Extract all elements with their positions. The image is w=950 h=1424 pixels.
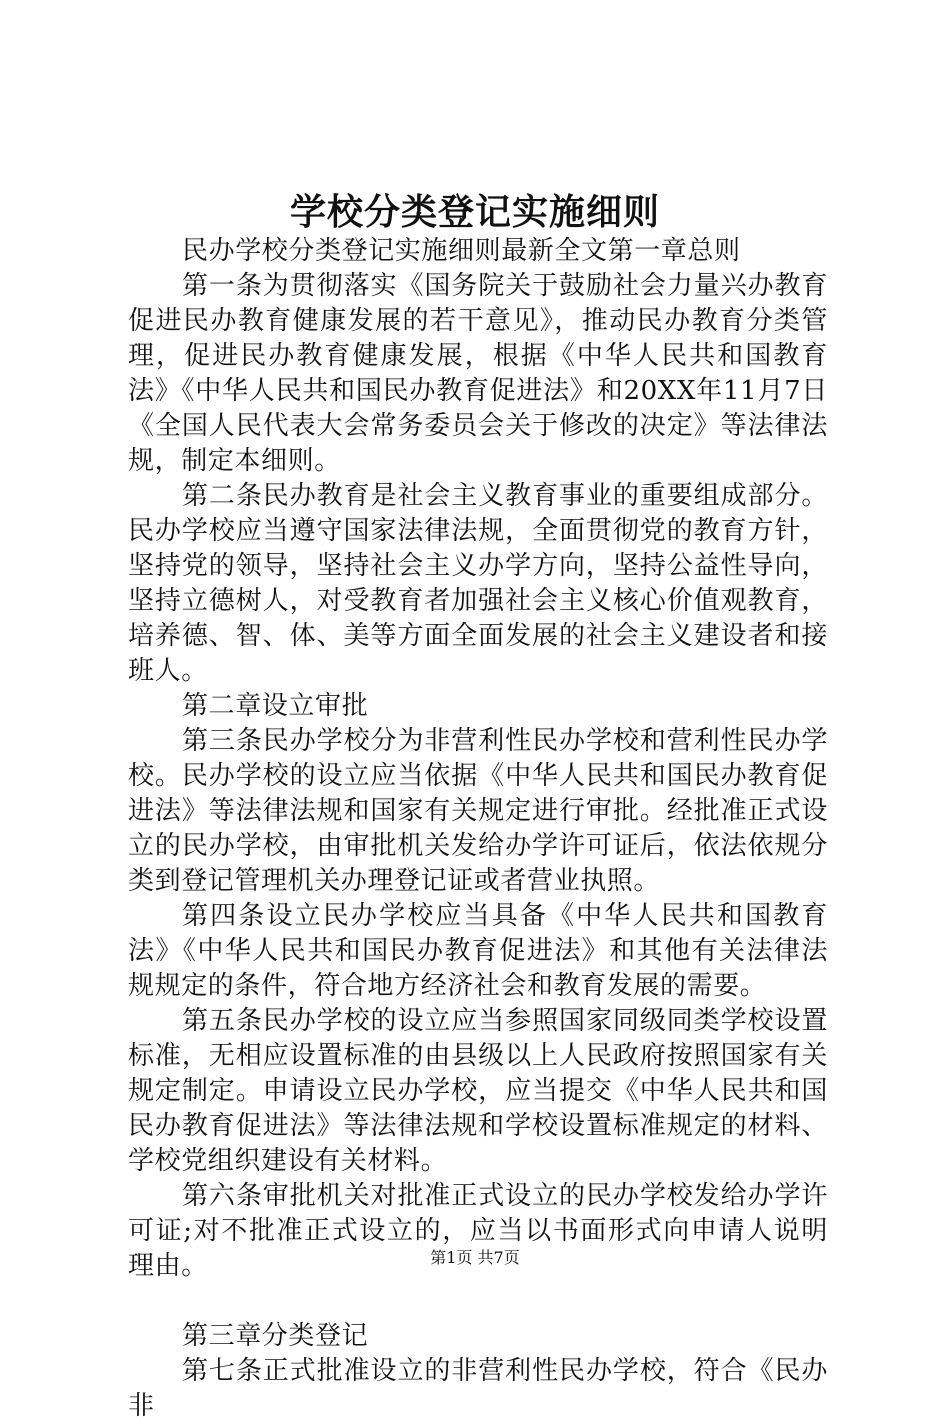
paragraph-chapter-1-heading: 民办学校分类登记实施细则最新全文第一章总则 xyxy=(182,236,741,266)
paragraph-article-3: 第三条民办学校分为非营利性民办学校和营利性民办学校。民办学校的设立应当依据《中华人民共和国民办教育促进法》等法律法规和国家有关规定进行审批。经批准正式设立的民办学校，由审批机关发给办学许可证后，依法依规分类到登记管理机关办理登记证或者营业执照。 xyxy=(128,726,828,896)
paragraph-chapter-2-heading: 第二章设立审批 xyxy=(182,691,369,721)
paragraph-article-5: 第五条民办学校的设立应当参照国家同级同类学校设置标准，无相应设置标准的由县级以上人民政府按照国家有关规定制定。申请设立民办学校，应当提交《中华人民共和国民办教育促进法》等法律法规和学校设置标准规定的材料、学校党组织建设有关材料。 xyxy=(128,1006,828,1176)
document-title: 学校分类登记实施细则 xyxy=(289,192,660,233)
paragraph-chapter-3-heading: 第三章分类登记 xyxy=(182,1321,369,1351)
paragraph-article-1: 第一条为贯彻落实《国务院关于鼓励社会力量兴办教育促进民办教育健康发展的若干意见》，推动民办教育分类管理，促进民办教育健康发展，根据《中华人民共和国教育法》《中华人民共和国民办教育促进法》和20XX年11月7日《全国人民代表大会常务委员会关于修改的决定》等法律法规，制定本细则。 xyxy=(128,271,828,476)
paragraph-gap xyxy=(128,1284,828,1319)
paragraph-article-4: 第四条设立民办学校应当具备《中华人民共和国教育法》《中华人民共和国民办教育促进法》和其他有关法律法规规定的条件，符合地方经济社会和教育发展的需要。 xyxy=(128,901,828,1001)
paragraph-article-2: 第二条民办教育是社会主义教育事业的重要组成部分。民办学校应当遵守国家法律法规，全面贯彻党的教育方针，坚持党的领导，坚持社会主义办学方向，坚持公益性导向，坚持立德树人，对受教育者加强社会主义核心价值观教育，培养德、智、体、美等方面全面发展的社会主义建设者和接班人。 xyxy=(128,481,828,686)
paragraph-article-7: 第七条正式批准设立的非营利性民办学校，符合《民办非 xyxy=(128,1356,828,1421)
page-footer: 第1页 共7页 xyxy=(430,1248,520,1267)
paragraph-article-6: 第六条审批机关对批准正式设立的民办学校发给办学许可证;对不批准正式设立的，应当以书面形式向申请人说明理由。 xyxy=(128,1181,828,1281)
